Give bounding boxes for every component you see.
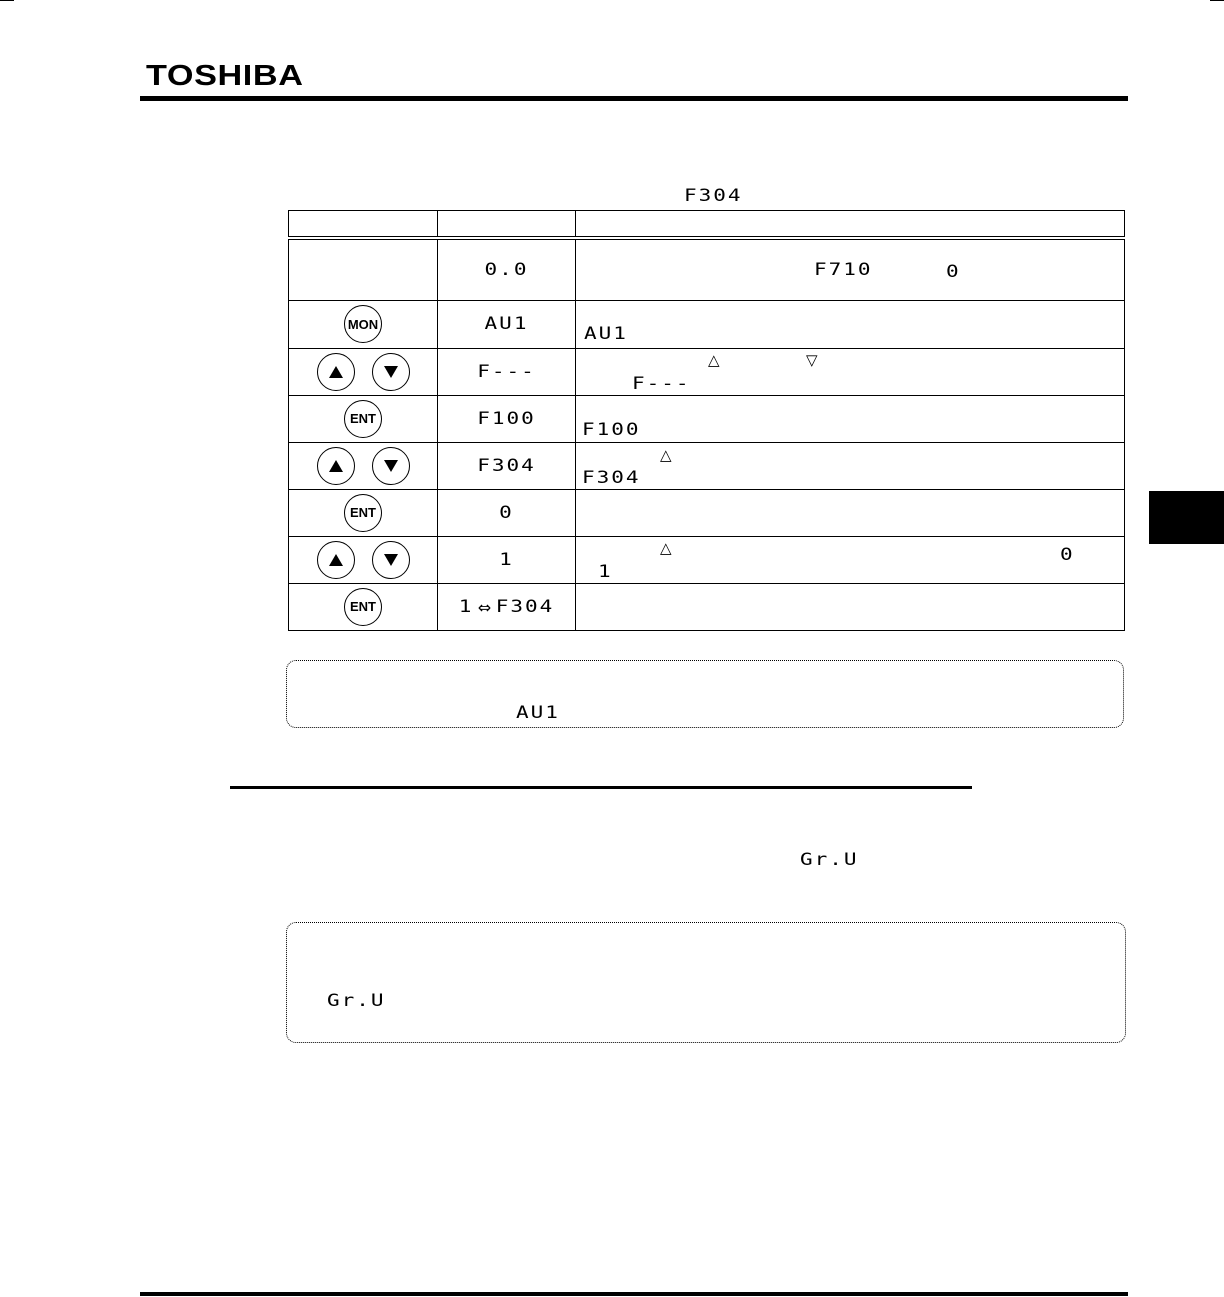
display-value: F100 [477,407,536,428]
triangle-up-icon [329,460,343,472]
footer-rule [140,1292,1128,1296]
display-cell [438,442,576,489]
desc-code: 1 [598,560,613,581]
display-value: F--- [477,360,536,381]
desc-code: F710 [814,259,873,279]
desc-code: 0 [1060,543,1075,564]
desc-code: F100 [582,418,641,439]
display-cell [438,300,576,348]
key-cell [289,300,438,348]
header-key-cell [289,211,438,239]
outline-up-triangle-icon: △ [660,446,672,464]
display-cell [438,536,576,583]
desc-cell [576,583,1125,630]
key-cell [289,442,438,489]
ent-key[interactable]: ENT [344,494,382,532]
up-key[interactable] [317,353,355,391]
outline-down-triangle-icon: ▽ [806,351,818,369]
desc-code: AU1 [584,322,628,343]
display-value-right: F304 [495,595,555,616]
brand-logo: TOSHIBA [146,60,304,92]
key-cell [289,489,438,536]
display-value: F304 [477,454,536,475]
section-rule [230,786,972,789]
note-code: Gr.U [327,990,386,1010]
header-rule [140,96,1128,101]
down-key[interactable] [372,447,410,485]
display-cell [438,238,576,300]
table-title-display: F304 [684,185,743,205]
key-cell [289,395,438,442]
table-row [289,300,1125,348]
desc-code: 0 [946,261,961,281]
desc-cell [576,300,1125,348]
operation-table [288,210,1125,631]
key-cell [289,348,438,395]
header-display-cell [438,211,576,239]
triangle-down-icon [384,460,398,472]
down-key[interactable] [372,353,410,391]
up-key[interactable] [317,447,355,485]
section-code [800,849,859,871]
table-row [289,238,1125,300]
table-row [289,583,1125,630]
display-cell [438,395,576,442]
triangle-down-icon [384,554,398,566]
display-cell [438,489,576,536]
desc-cell [576,238,1125,300]
table-row [289,442,1125,489]
swap-arrow-icon: ⇔ [477,597,492,617]
mon-key[interactable]: MON [344,305,382,343]
display-value-left: 1 [458,595,474,616]
desc-cell [576,489,1125,536]
desc-code: F--- [632,372,691,393]
table-title-code [684,185,743,207]
table-row [289,348,1125,395]
display-cell [438,348,576,395]
desc-cell [576,442,1125,489]
ent-key[interactable]: ENT [344,400,382,438]
triangle-up-icon [329,366,343,378]
desc-cell [576,395,1125,442]
display-value: 0.0 [484,259,529,279]
key-cell [289,536,438,583]
triangle-down-icon [384,366,398,378]
desc-cell [576,348,1125,395]
table-header-row [289,211,1125,239]
header-desc-cell [576,211,1125,239]
display-cell [438,583,576,630]
down-key[interactable] [372,541,410,579]
desc-code: F304 [582,466,641,487]
section-code-display: Gr.U [800,849,859,869]
crop-mark [0,0,14,1]
chapter-tab [1149,491,1224,544]
up-key[interactable] [317,541,355,579]
table-row [289,395,1125,442]
display-value: 0 [499,501,514,522]
outline-up-triangle-icon: △ [660,539,672,557]
key-cell [289,238,438,300]
table-row [289,489,1125,536]
outline-up-triangle-icon: △ [708,351,720,369]
table-row [289,536,1125,583]
key-cell [289,583,438,630]
ent-key[interactable]: ENT [344,588,382,626]
note-box [286,660,1124,728]
desc-cell [576,536,1125,583]
display-value: 1 [499,548,514,569]
note-code: AU1 [516,702,560,722]
note-box [286,922,1126,1043]
crop-mark [1210,0,1224,1]
triangle-up-icon [329,554,343,566]
display-value: AU1 [484,313,529,333]
